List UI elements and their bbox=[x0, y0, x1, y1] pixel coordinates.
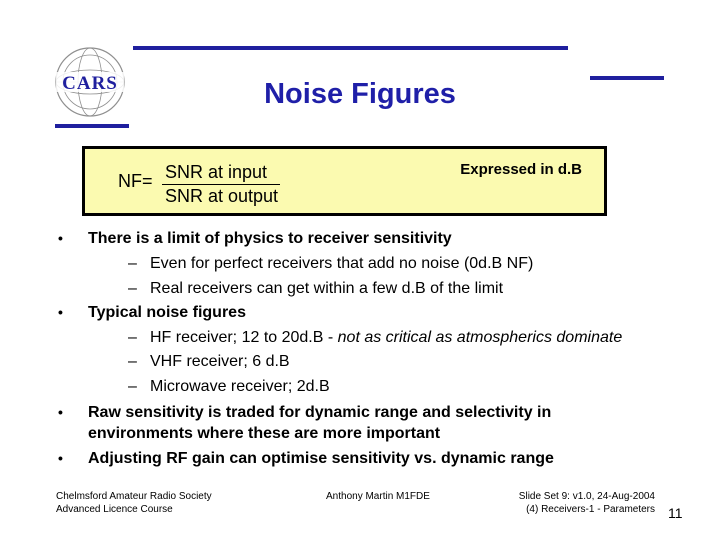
bullet-dot: • bbox=[58, 304, 63, 320]
bullet-dot: • bbox=[58, 230, 63, 246]
formula-lhs: NF= bbox=[118, 171, 153, 191]
slide-title: Noise Figures bbox=[264, 78, 456, 110]
bullet-dot: • bbox=[58, 404, 63, 420]
dash-marker: – bbox=[128, 280, 137, 297]
dash-marker: – bbox=[128, 378, 137, 395]
dash-marker: – bbox=[128, 255, 137, 272]
dash-marker: – bbox=[128, 329, 137, 346]
bullet-dot: • bbox=[58, 450, 63, 466]
footer-left: Chelmsford Amateur Radio Society Advanced Licence Course bbox=[56, 491, 212, 515]
formula-fraction bbox=[165, 162, 280, 207]
dash-marker: – bbox=[128, 353, 137, 370]
formula-denominator: SNR at output bbox=[165, 186, 279, 206]
logo-letters: CARS bbox=[62, 73, 118, 94]
top-divider-bar bbox=[133, 46, 568, 50]
formula-box bbox=[82, 146, 607, 216]
units-note: Expressed in d.B bbox=[460, 161, 582, 178]
page-number: 11 bbox=[668, 505, 683, 521]
fraction-bar bbox=[162, 184, 280, 185]
footer-center: Anthony Martin M1FDE bbox=[326, 491, 430, 502]
footer-right: Slide Set 9: v1.0, 24-Aug-2004 (4) Receivers-1 - Parameters bbox=[518, 491, 655, 515]
formula-numerator: SNR at input bbox=[165, 162, 268, 182]
